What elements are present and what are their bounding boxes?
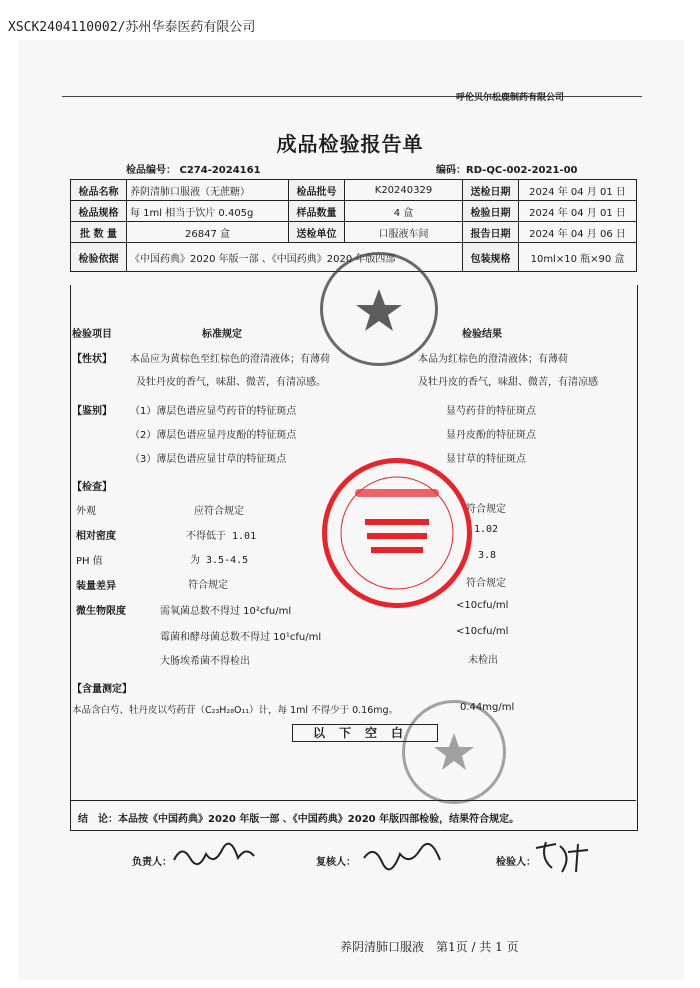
cell-label: 送检单位 xyxy=(289,222,345,243)
report-title: 成品检验报告单 xyxy=(276,132,424,156)
inspector-label: 检验人： xyxy=(496,857,536,868)
send-date: 2024 年 04 月 01 日 xyxy=(519,180,637,201)
product-name: 养阴清肺口服液（无蔗糖） xyxy=(127,180,289,201)
section-properties: 【性状】 xyxy=(72,354,112,365)
company-name: 呼伦贝尔松鹿制药有限公司 xyxy=(456,93,565,103)
header-standard: 标准规定 xyxy=(202,329,242,340)
inspection-standard: 不得低于 1.01 xyxy=(186,531,257,542)
inspection-item: PH 值 xyxy=(76,556,103,567)
conclusion-rule xyxy=(70,800,636,801)
cell-label: 检验依据 xyxy=(71,243,127,272)
section-inspection: 【检查】 xyxy=(72,482,112,493)
inspection-standard: 霉菌和酵母菌总数不得过 10¹cfu/ml xyxy=(160,632,322,643)
properties-result: 及牡丹皮的香气，味甜、微苦，有清凉感 xyxy=(418,377,598,388)
identification-result: 显丹皮酚的特征斑点 xyxy=(446,430,536,441)
identification-standard: （3）薄层色谱应显甘草的特征斑点 xyxy=(130,454,287,465)
test-basis: 《中国药典》2020 年版一部 、《中国药典》2020 年版四部 xyxy=(127,243,463,272)
package-spec: 10ml×10 瓶×90 盒 xyxy=(519,243,637,272)
inspection-result: 3.8 xyxy=(478,550,497,561)
inspection-standard: 大肠埃希菌不得检出 xyxy=(160,656,250,667)
inspection-item: 装量差异 xyxy=(76,581,116,592)
submitting-unit: 口服液车间 xyxy=(345,222,463,243)
identification-result: 显芍药苷的特征斑点 xyxy=(446,406,536,417)
cell-label: 批 数 量 xyxy=(71,222,127,243)
properties-standard: 本品应为黄棕色至红棕色的澄清液体；有薄荷 xyxy=(130,354,330,365)
cell-label: 检品批号 xyxy=(289,180,345,201)
cell-label: 检品规格 xyxy=(71,201,127,222)
properties-standard: 及牡丹皮的香气，味甜、微苦，有清凉感。 xyxy=(136,377,326,388)
identification-result: 显甘草的特征斑点 xyxy=(446,454,526,465)
batch-number: K20240329 xyxy=(345,180,463,201)
reviewer-label: 复核人： xyxy=(316,857,356,868)
inspection-seal-bottom xyxy=(402,700,506,804)
responsible-label: 负责人： xyxy=(132,857,172,868)
section-identification: 【鉴别】 xyxy=(72,406,112,417)
inspection-result: 未检出 xyxy=(468,655,498,666)
table-row xyxy=(71,201,637,222)
cell-label: 报告日期 xyxy=(463,222,519,243)
form-code: 编码：RD-QC-002-2021-00 xyxy=(436,165,578,176)
cell-label: 检验日期 xyxy=(463,201,519,222)
lot-quantity: 26847 盒 xyxy=(127,222,289,243)
report-date: 2024 年 04 月 06 日 xyxy=(519,222,637,243)
inspector-signature xyxy=(532,838,592,878)
test-date: 2024 年 04 月 01 日 xyxy=(519,201,637,222)
inspection-result: 1.02 xyxy=(474,524,499,535)
table-row xyxy=(71,180,637,201)
sample-quantity: 4 盒 xyxy=(345,201,463,222)
conclusion-text: 结 论：本品按《中国药典》2020 年版一部 、《中国药典》2020 年版四部检验，结果符合规定。 xyxy=(78,814,520,825)
cell-label: 送检日期 xyxy=(463,180,519,201)
inspection-standard: 符合规定 xyxy=(188,580,228,591)
inspection-standard: 为 3.5-4.5 xyxy=(190,555,249,566)
inspection-item: 外观 xyxy=(76,506,96,517)
section-assay: 【含量测定】 xyxy=(72,684,132,695)
header-result: 检验结果 xyxy=(462,329,502,340)
inspection-result: 符合规定 xyxy=(466,504,506,515)
assay-result: 0.44mg/ml xyxy=(460,702,515,713)
reviewer-signature xyxy=(362,842,442,872)
assay-standard: 本品含白芍、牡丹皮以芍药苷（C₂₃H₂₈O₁₁）计，每 1ml 不得少于 0.16mg。 xyxy=(72,705,399,716)
product-spec: 每 1ml 相当于饮片 0.405g xyxy=(127,201,289,222)
properties-result: 本品为红棕色的澄清液体；有薄荷 xyxy=(418,354,568,365)
page-footer: 养阴清肺口服液 第1页 / 共 1 页 xyxy=(340,940,519,954)
identification-standard: （2）薄层色谱应显丹皮酚的特征斑点 xyxy=(130,430,297,441)
table-row xyxy=(71,222,637,243)
inspection-result: 符合规定 xyxy=(466,578,506,589)
inspection-item: 微生物限度 xyxy=(76,606,126,617)
inspection-result: <10cfu/ml xyxy=(456,600,509,611)
cell-label: 检品名称 xyxy=(71,180,127,201)
identification-standard: （1）薄层色谱应显芍药苷的特征斑点 xyxy=(130,406,297,417)
inspection-standard: 需氧菌总数不得过 10²cfu/ml xyxy=(160,606,292,617)
end-of-content-mark: 以下空白 xyxy=(292,724,438,742)
inspection-seal-top xyxy=(320,252,438,366)
cell-label: 样品数量 xyxy=(289,201,345,222)
inspection-result: <10cfu/ml xyxy=(456,626,509,637)
responsible-signature xyxy=(172,840,256,870)
inspection-item: 相对密度 xyxy=(76,531,116,542)
document-watermark: XSCK2404110002/苏州华泰医药有限公司 xyxy=(8,20,256,35)
quality-seal xyxy=(322,458,472,608)
inspection-standard: 应符合规定 xyxy=(194,506,244,517)
report-number: 检品编号： C274-2024161 xyxy=(126,165,261,176)
cell-label: 包装规格 xyxy=(463,243,519,272)
header-item: 检验项目 xyxy=(72,329,112,340)
